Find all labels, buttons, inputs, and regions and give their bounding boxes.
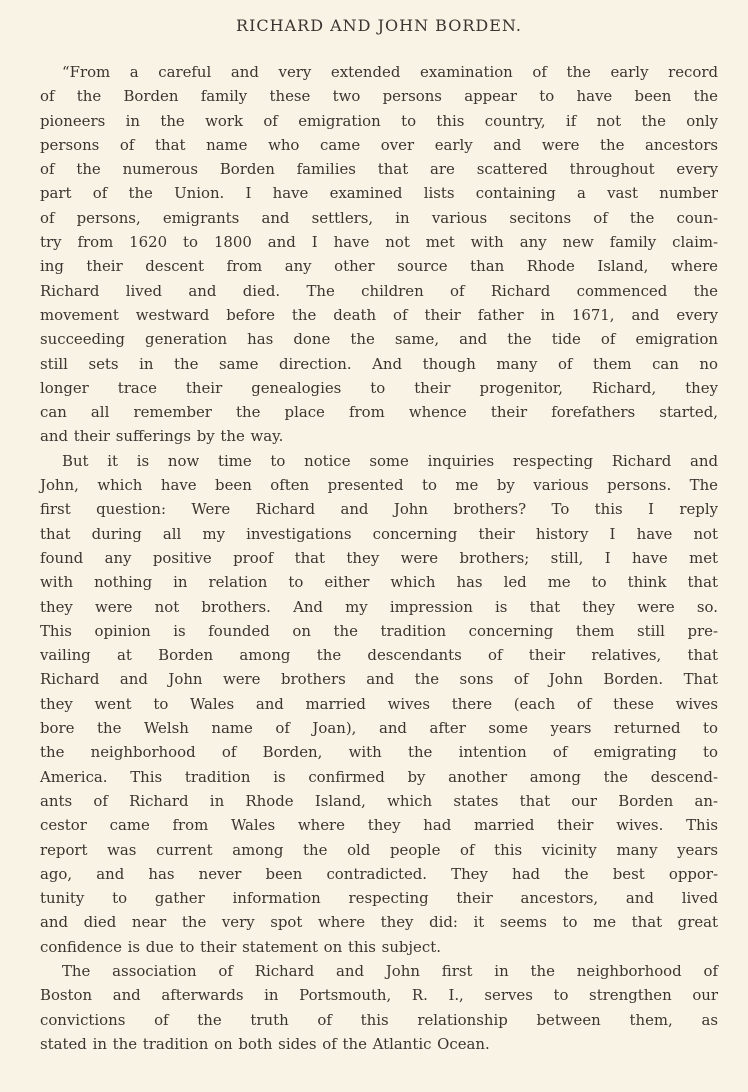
- paragraph-2-line: that during all my investigations concerning their history I have not: [40, 524, 718, 543]
- paragraph-2: [40, 449, 718, 959]
- paragraph-3-line: Boston and afterwards in Portsmouth, R. I., serves to strengthen our: [40, 986, 718, 1005]
- paragraph-2-line: ago, and has never been contradicted. They had the best oppor-: [40, 864, 718, 883]
- paragraph-1-line: pioneers in the work of emigration to this country, if not the only: [40, 111, 718, 130]
- paragraph-2-line: cestor came from Wales where they had married their wives. This: [40, 816, 718, 835]
- paragraph-2-line: first question: Were Richard and John brothers? To this I reply: [40, 500, 718, 519]
- paragraph-3-line: convictions of the truth of this relationship between them, as: [40, 1010, 718, 1029]
- paragraph-1: [40, 60, 718, 449]
- paragraph-2-line: report was current among the old people of this vicinity many years: [40, 840, 718, 859]
- paragraph-3-line: The association of Richard and John first in the neighborhood of: [62, 961, 718, 980]
- paragraph-2-line: the neighborhood of Borden, with the intention of emigrating to: [40, 743, 718, 762]
- paragraph-1-line: persons of that name who came over early and were the ancestors: [40, 135, 718, 154]
- paragraph-1-line: of the numerous Borden families that are scattered throughout every: [40, 160, 718, 179]
- paragraph-2-line: But it is now time to notice some inquiries respecting Richard and: [62, 451, 718, 470]
- paragraph-1-line: ing their descent from any other source than Rhode Island, where: [40, 257, 718, 276]
- paragraph-2-line: America. This tradition is confirmed by another among the descend-: [40, 767, 718, 786]
- paragraph-1-line: Richard lived and died. The children of Richard commenced the: [40, 281, 718, 300]
- paragraph-2-line: and died near the very spot where they did: it seems to me that great: [40, 913, 718, 932]
- paragraph-2-line: found any positive proof that they were brothers; still, I have met: [40, 548, 718, 567]
- paragraph-2-line: they went to Wales and married wives there (each of these wives: [40, 694, 718, 713]
- paragraph-1-line: still sets in the same direction. And though many of them can no: [40, 354, 718, 373]
- paragraph-1-line: of the Borden family these two persons appear to have been the: [40, 87, 718, 106]
- page-header: RICHARD AND JOHN BORDEN.: [236, 16, 522, 35]
- paragraph-1-line: and their sufferings by the way.: [40, 427, 284, 446]
- paragraph-3: [40, 959, 718, 1056]
- paragraph-2-line: ants of Richard in Rhode Island, which states that our Borden an-: [40, 791, 718, 810]
- paragraph-1-line: succeeding generation has done the same, and the tide of emigration: [40, 330, 718, 349]
- paragraph-2-line: John, which have been often presented to me by various persons. The: [40, 476, 718, 495]
- paragraph-1-line: part of the Union. I have examined lists containing a vast number: [40, 184, 718, 203]
- paragraph-2-line: tunity to gather information respecting their ancestors, and lived: [40, 889, 718, 908]
- paragraph-2-line: they were not brothers. And my impression is that they were so.: [40, 597, 718, 616]
- paragraph-1-line: longer trace their genealogies to their progenitor, Richard, they: [40, 378, 718, 397]
- paragraph-1-line: can all remember the place from whence their forefathers started,: [40, 403, 718, 422]
- paragraph-1-line: movement westward before the death of their father in 1671, and every: [40, 305, 718, 324]
- paragraph-1-line: try from 1620 to 1800 and I have not met with any new family claim-: [40, 233, 718, 252]
- paragraph-2-line: This opinion is founded on the tradition concerning them still pre-: [40, 621, 718, 640]
- paragraph-2-line: bore the Welsh name of Joan), and after some years returned to: [40, 719, 718, 738]
- paragraph-1-line: of persons, emigrants and settlers, in various secitons of the coun-: [40, 208, 718, 227]
- paragraph-2-line: with nothing in relation to either which has led me to think that: [40, 573, 718, 592]
- paragraph-3-line: stated in the tradition on both sides of the Atlantic Ocean.: [40, 1034, 490, 1053]
- paragraph-2-line: vailing at Borden among the descendants of their relatives, that: [40, 646, 718, 665]
- paragraph-2-line: Richard and John were brothers and the sons of John Borden. That: [40, 670, 718, 689]
- paragraph-1-line: “From a careful and very extended examination of the early record: [62, 63, 718, 81]
- paragraph-2-line: confidence is due to their statement on this subject.: [40, 937, 441, 956]
